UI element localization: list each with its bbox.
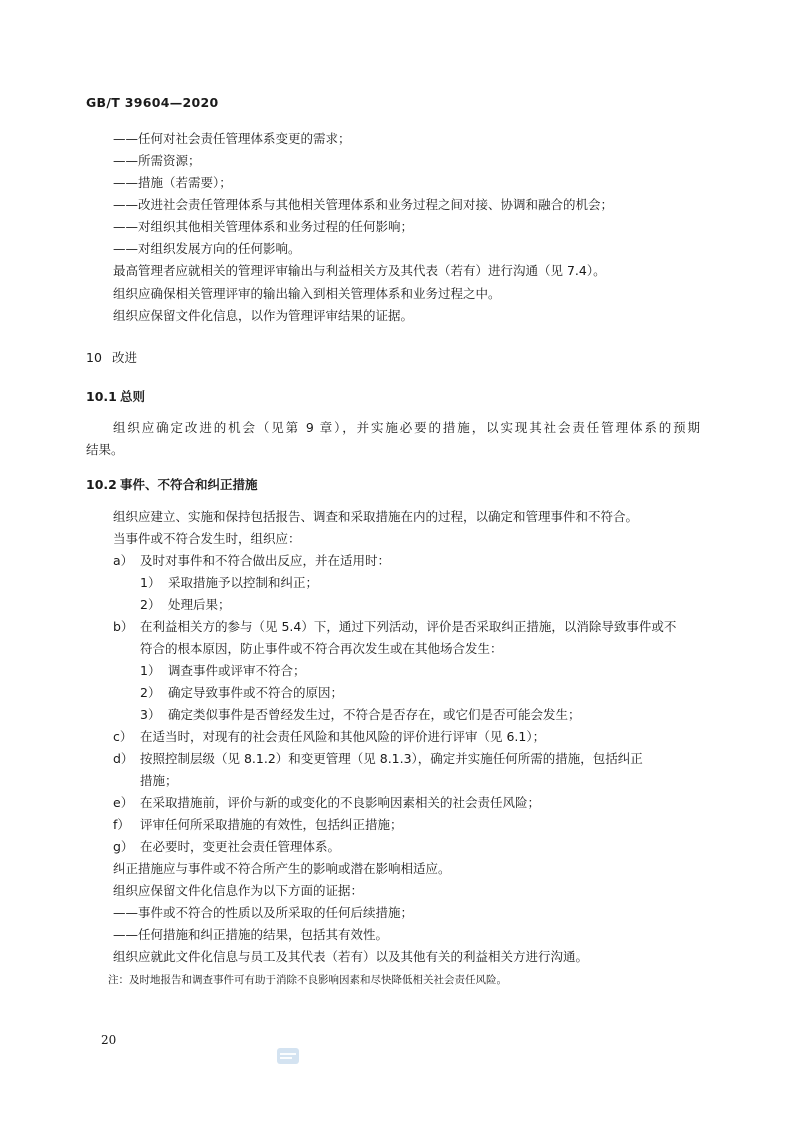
list-marker: e） (113, 795, 134, 810)
dash-item: ——措施（若需要）； (113, 175, 232, 190)
dash-item: ——所需资源； (113, 153, 201, 168)
paragraph: 组织应建立、实施和保持包括报告、调查和采取措施在内的过程，以确定和管理事件和不符合。 (113, 509, 639, 524)
list-text: 在采取措施前，评价与新的或变化的不良影响因素相关的社会责任风险； (140, 795, 541, 810)
list-marker: 2） (140, 685, 161, 700)
section-title: 改进 (112, 350, 138, 365)
paragraph: 组织应就此文件化信息与员工及其代表（若有）以及其他有关的利益相关方进行沟通。 (113, 949, 589, 964)
subsection-title: 事件、不符合和纠正措施 (120, 477, 258, 492)
subsection-title: 总则 (120, 389, 146, 404)
dash-item: ——事件或不符合的性质以及所采取的任何后续措施； (113, 905, 414, 920)
dash-item: ——任何措施和纠正措施的结果，包括其有效性。 (113, 927, 389, 942)
note: 注：及时地报告和调查事件可有助于消除不良影响因素和尽快降低相关社会责任风险。 (108, 974, 507, 986)
list-marker: 2） (140, 597, 161, 612)
dash-item: ——对组织其他相关管理体系和业务过程的任何影响； (113, 219, 414, 234)
subsection-number: 10.1 (86, 389, 117, 404)
paragraph-continuation: 结果。 (86, 442, 124, 457)
list-marker: d） (113, 751, 134, 766)
paragraph: 最高管理者应就相关的管理评审输出与利益相关方及其代表（若有）进行沟通（见 7.4）。 (113, 263, 606, 278)
list-text: 按照控制层级（见 8.1.2）和变更管理（见 8.1.3），确定并实施任何所需的措施，包括纠正 (140, 751, 643, 766)
list-marker: c） (113, 729, 133, 744)
paragraph: 组织应确保相关管理评审的输出输入到相关管理体系和业务过程之中。 (113, 286, 501, 301)
list-text: 在适当时，对现有的社会责任风险和其他风险的评价进行评审（见 6.1）； (140, 729, 546, 744)
list-item-g (113, 839, 340, 855)
dash-item: ——对组织发展方向的任何影响。 (113, 241, 301, 256)
standard-id: GB/T 39604—2020 (86, 95, 219, 110)
list-item-d (113, 751, 643, 767)
list-item-e (113, 795, 540, 811)
sub-list-item (140, 685, 343, 701)
paragraph: 组织应保留文件化信息作为以下方面的证据： (113, 883, 364, 898)
dash-item: ——任何对社会责任管理体系变更的需求； (113, 131, 351, 146)
section-number: 10 (86, 350, 102, 365)
list-text: 采取措施予以控制和纠正； (168, 575, 319, 590)
list-marker: f） (113, 817, 130, 832)
list-text: 处理后果； (168, 597, 231, 612)
list-text: 确定类似事件是否曾经发生过，不符合是否存在，或它们是否可能会发生； (168, 707, 581, 722)
dash-item: ——改进社会责任管理体系与其他相关管理体系和业务过程之间对接、协调和融合的机会； (113, 197, 614, 212)
subsection-heading (86, 477, 258, 493)
list-text: 评审任何所采取措施的有效性，包括纠正措施； (140, 817, 403, 832)
list-text: 及时对事件和不符合做出反应，并在适用时： (140, 553, 391, 568)
list-marker: g） (113, 839, 134, 854)
list-marker: b） (113, 619, 134, 634)
paragraph: 组织应保留文件化信息，以作为管理评审结果的证据。 (113, 308, 414, 323)
list-marker: 1） (140, 575, 161, 590)
sub-list-item (140, 663, 306, 679)
list-item-f (113, 817, 403, 833)
list-text: 在利益相关方的参与（见 5.4）下，通过下列活动，评价是否采取纠正措施，以消除导致事件或不 (140, 619, 677, 634)
section-heading (86, 350, 137, 366)
sub-list-item (140, 575, 318, 591)
list-text: 调查事件或评审不符合； (168, 663, 306, 678)
paragraph: 组织应确定改进的机会（见第 9 章），并实施必要的措施，以实现其社会责任管理体系的预期 (113, 420, 700, 435)
list-marker: 1） (140, 663, 161, 678)
sac-watermark-logo-icon (276, 1046, 300, 1066)
list-text: 在必要时，变更社会责任管理体系。 (140, 839, 341, 854)
list-item-b (113, 619, 676, 635)
list-text: 确定导致事件或不符合的原因； (168, 685, 344, 700)
subsection-number: 10.2 (86, 477, 117, 492)
list-item-continuation: 符合的根本原因，防止事件或不符合再次发生或在其他场合发生： (140, 641, 503, 656)
list-marker: a） (113, 553, 134, 568)
paragraph: 当事件或不符合发生时，组织应： (113, 531, 301, 546)
sub-list-item (140, 597, 231, 613)
list-item-continuation: 措施； (140, 773, 178, 788)
list-item-a (113, 553, 390, 569)
subsection-heading (86, 389, 145, 405)
paragraph: 纠正措施应与事件或不符合所产生的影响或潜在影响相适应。 (113, 861, 451, 876)
list-item-c (113, 729, 545, 745)
list-marker: 3） (140, 707, 161, 722)
sub-list-item (140, 707, 581, 723)
page-number: 20 (101, 1033, 117, 1047)
